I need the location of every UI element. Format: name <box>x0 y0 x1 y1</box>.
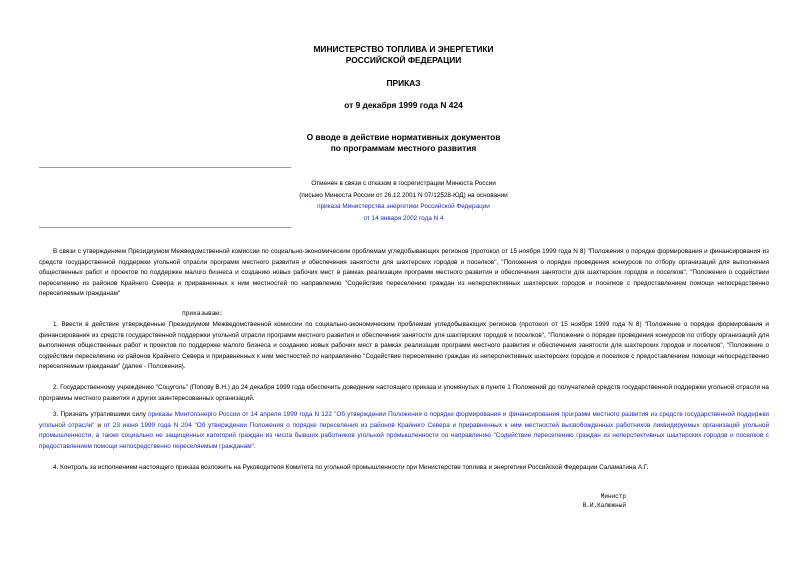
item-2-paragraph: 2. Государственному учреждению "Соцуголь" (Попову В.Н.) до 24 декабря 1999 года обеспечить доведение настоящего приказа и упомянутых в пункте 1 Положений до получателей средств государственной поддержки угольной отрасли на программы местного развития и других заинтересованных организаций. <box>39 384 769 402</box>
ministry-line-2: РОССИЙСКОЙ ФЕДЕРАЦИИ <box>345 54 462 65</box>
repealed-order-204-link[interactable]: от 23 июня 1999 года N 204 "Об утверждении Положения о порядке переселения из районов Крайнего Севера и приравненных к ним местностей высвобожденных работников ликвидируемых организаций угольной промышленности, а также социально не защищенных категорий граждан из числа бывших работников угольной промышленности по направлению "Содействие переселению граждан из неперспективных шахтерских городов и поселков с предоставлением помощи непосредственно переселяемым гражданам" <box>39 421 770 450</box>
order-word: приказываю: <box>182 310 223 317</box>
cancellation-line-2: (письмо Минюста России от 26.12.2001 N 07/12528-ЮД) на основании <box>299 191 508 199</box>
cancellation-line-1: Отменен в связи с отказом в госрегистрации Минюста России <box>311 180 496 187</box>
separator-top <box>39 167 291 168</box>
cancellation-order-link[interactable]: приказа Министерства энергетики Российской Федерации <box>317 203 490 211</box>
subject-line-2: по программам местного развития <box>330 142 477 153</box>
item-3-paragraph <box>39 410 769 452</box>
ministry-name <box>0 44 807 65</box>
cancellation-order-date-link[interactable]: от 14 января 2002 года N 4 <box>363 215 444 223</box>
document-type: ПРИКАЗ <box>386 78 421 88</box>
signature-block <box>560 493 626 510</box>
document-date: от 9 декабря 1999 года N 424 <box>344 100 463 110</box>
ministry-line-1: МИНИСТЕРСТВО ТОПЛИВА И ЭНЕРГЕТИКИ <box>313 44 494 54</box>
document-subject <box>0 132 807 153</box>
item-1-paragraph: 1. Ввести в действие утвержденные Президиумом Межведомственной комиссии по социально-экономическим проблемам угледобывающих регионов (протокол от 15 ноября 1999 года N 8) "Положение о порядке формирования и финансирования из средств государственной поддержки угольной отрасли программ местного развития и обеспечения занятости для шахтерских городов и поселков", "Положение о порядке проведения конкурсов по отбору организаций для выполнения общественных работ и проектов по поддержке малого бизнеса и созданию новых рабочих мест в рамках реализации программ местного развития и обеспечения занятости для шахтерских городов и поселков", "Положение о содействии переселению из районов Крайнего Севера и приравненных к ним местностей по направлению "Содействие переселению граждан из неперспективных шахтерских городов и поселков с предоставлением помощи непосредственно переселяемым гражданам" (далее - Положения). <box>39 321 769 371</box>
signature-title: Министр <box>600 493 626 500</box>
item-3-prefix: 3. Признать утратившими силу <box>53 411 149 418</box>
signature-name: В.И.Калюжный <box>582 501 626 509</box>
repealed-order-122-link[interactable]: приказы Минтопэнерго России от 14 апреля 1999 года N 122 "Об утверждении Положения о порядке формирования и финансирования программ местного развития из средств государственной поддержки угольной отрасли" <box>39 411 769 429</box>
preamble-paragraph: В связи с утверждением Президиумом Межведомственной комиссии по социально-экономическим проблемам угледобывающих регионов (протокол от 15 ноября 1999 года N 8) "Положения о порядке формирования и финансирования из средств государственной поддержки угольной отрасли программ местного развития и обеспечения занятости для шахтерских городов и поселков", "Положения о порядке проведения конкурсов по отбору организаций для выполнения общественных работ и проектов по поддержке малого бизнеса и созданию новых рабочих мест в рамках реализации программ местного развития и обеспечения занятости для шахтерских городов и поселков", "Положения о содействии переселению из районов Крайнего Севера и приравненных к ним местностей по направлению "Содействие переселению граждан из неперспективных шахтерских городов и поселков с предоставлением помощи непосредственно переселяемым гражданам" <box>39 248 769 298</box>
item-4-paragraph: 4. Контроль за исполнением настоящего приказа возложить на Руководителя Комитета по угольной промышленности при Министерстве топлива и энергетики Российской Федерации Саламатина А.Г. <box>53 464 649 471</box>
cancellation-note <box>0 178 807 225</box>
subject-line-1: О вводе в действие нормативных документов <box>306 132 501 142</box>
item-3-middle: и <box>94 421 104 429</box>
separator-bottom <box>39 227 291 228</box>
item-3-suffix: . <box>253 442 256 450</box>
